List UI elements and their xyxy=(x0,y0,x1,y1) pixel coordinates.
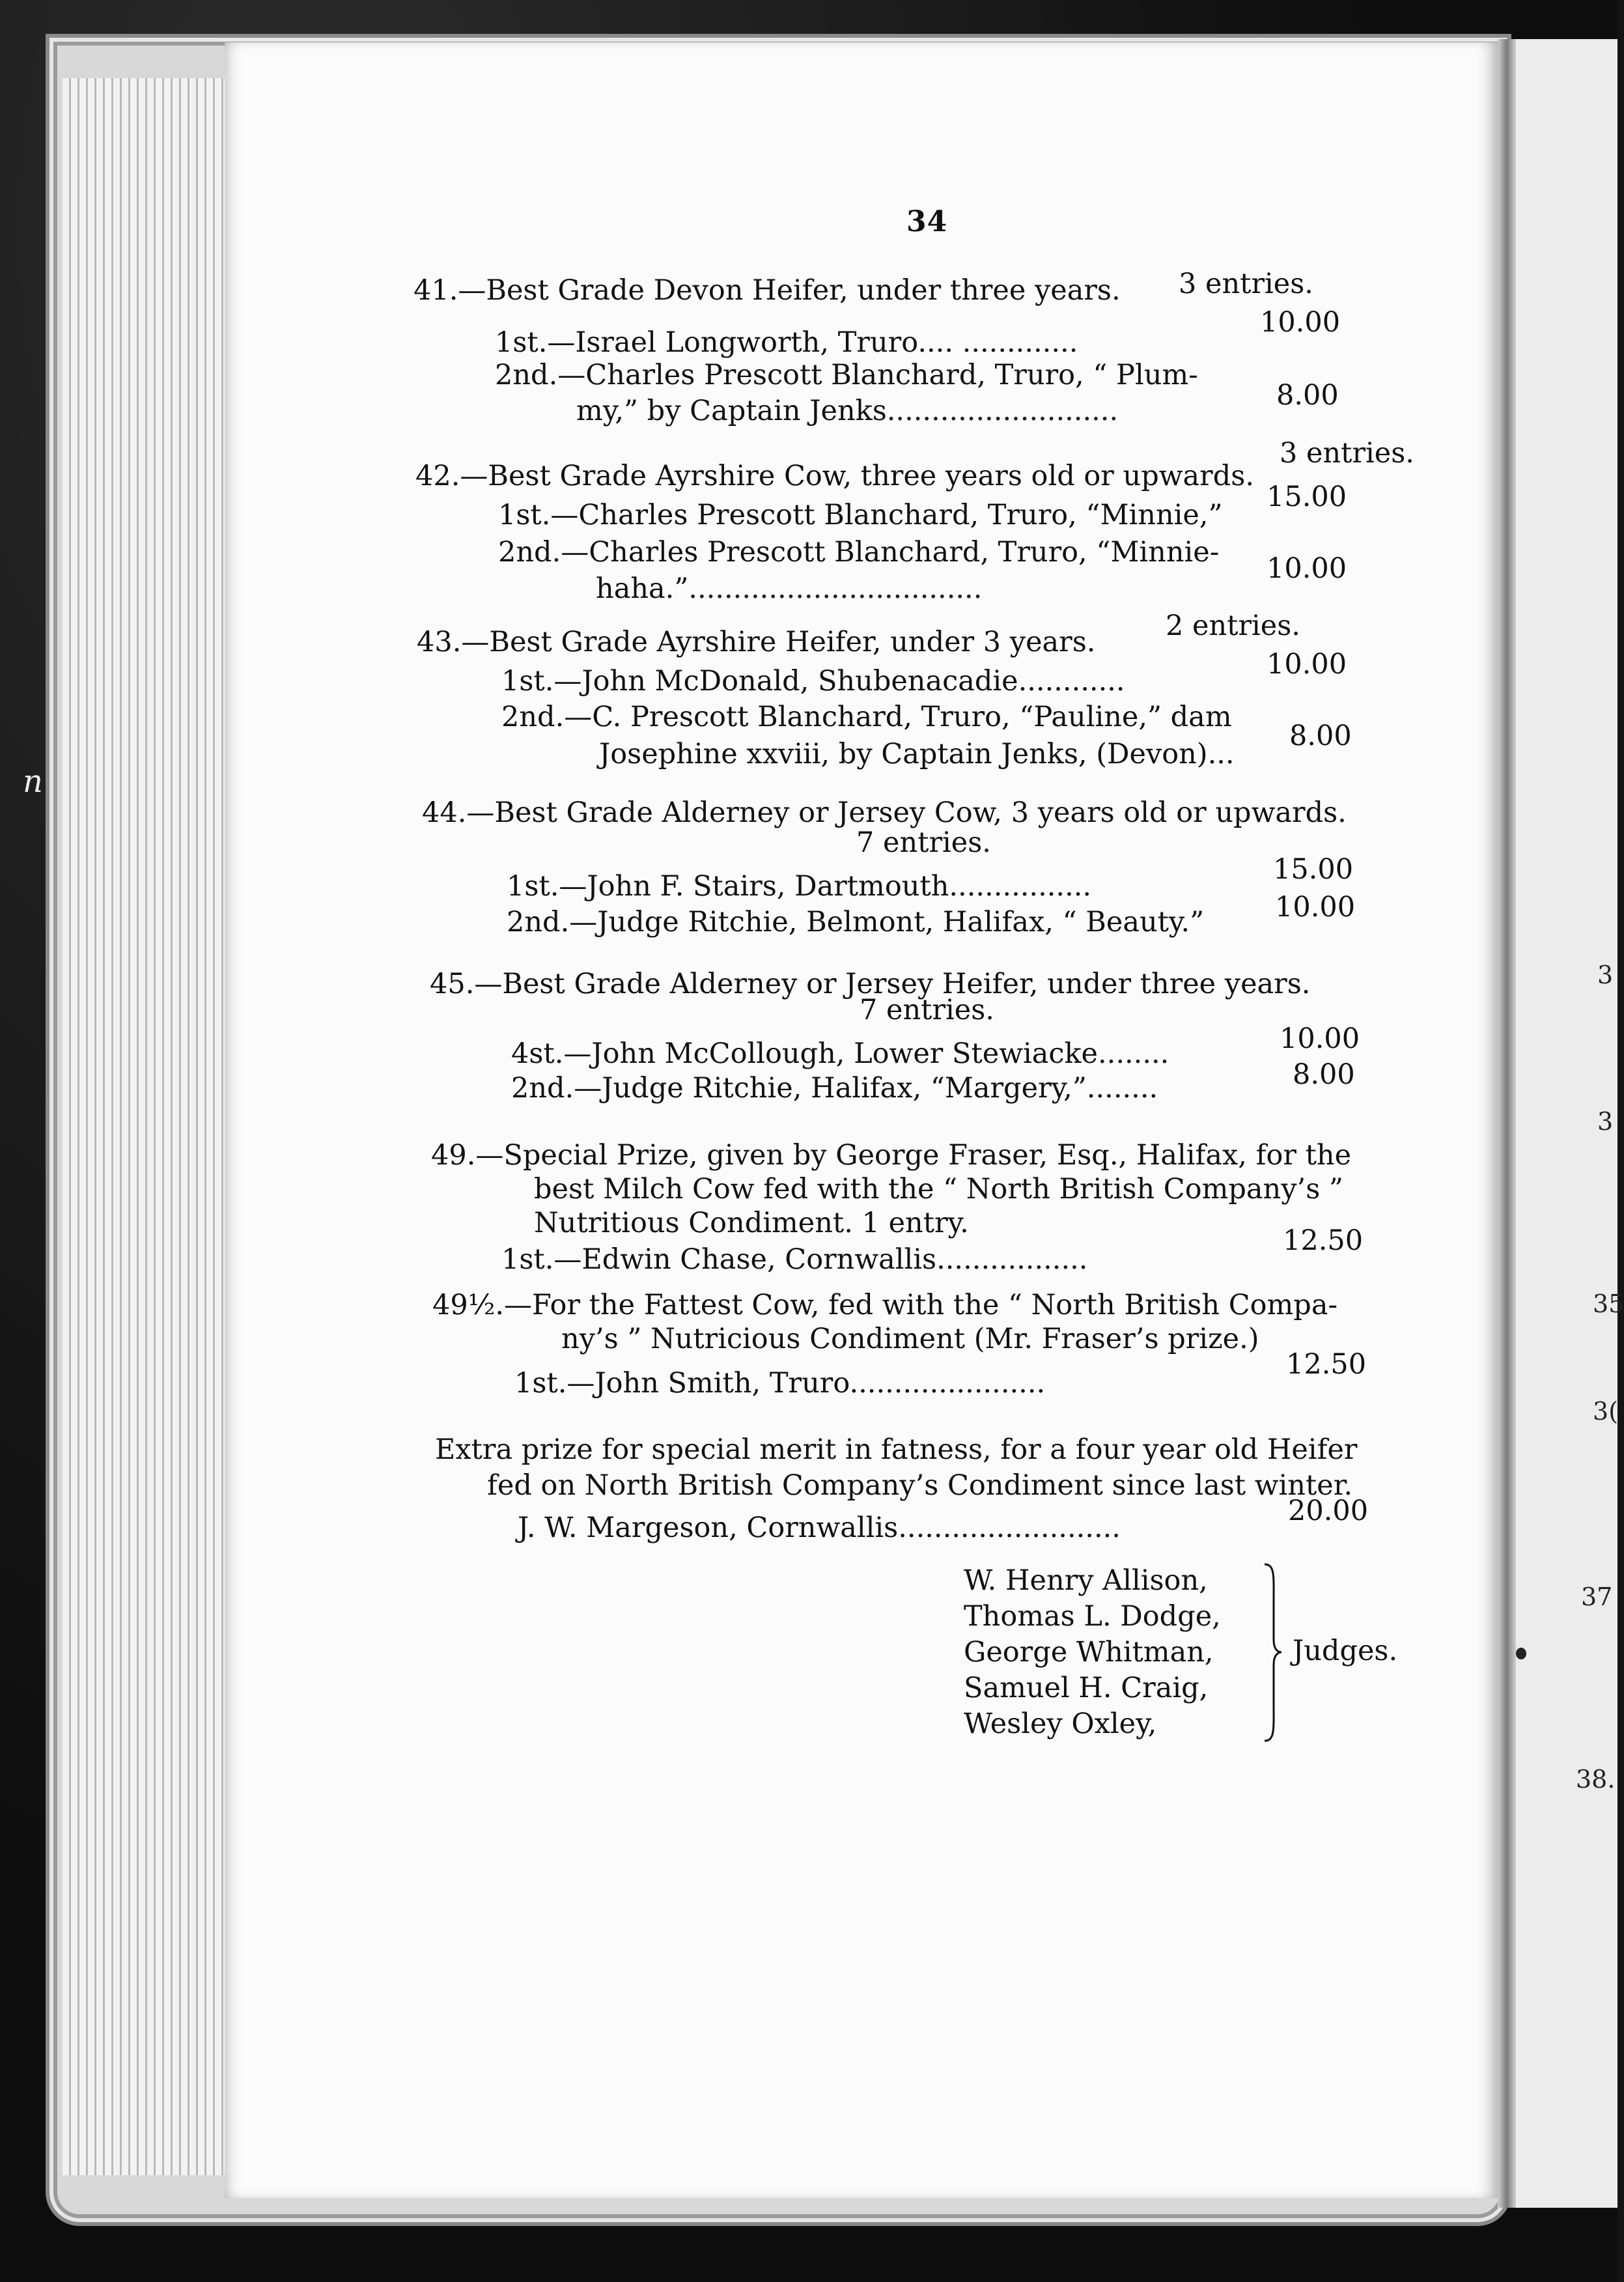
entries-count: 7 entries. xyxy=(856,826,991,859)
prize-line: 1st.—John F. Stairs, Dartmouth................ xyxy=(507,870,1092,903)
prize-amount: 15.00 xyxy=(1273,853,1354,886)
prize-line: 2nd.—Judge Ritchie, Belmont, Halifax, “ Beauty.” xyxy=(507,906,1205,938)
prize-line: 1st.—Charles Prescott Blanchard, Truro, “Minnie,” xyxy=(498,499,1223,531)
judge-name: Thomas L. Dodge, xyxy=(964,1600,1221,1633)
extra-prize-text: fed on North British Company’s Condiment since last winter. xyxy=(487,1469,1353,1502)
extra-prize-winner: J. W. Margeson, Cornwallis......................... xyxy=(518,1512,1121,1544)
curly-brace-icon xyxy=(1263,1563,1283,1742)
prize-amount: 10.00 xyxy=(1280,1022,1360,1055)
entry-heading-continued: ny’s ” Nutricious Condiment (Mr. Fraser’s prize.) xyxy=(561,1323,1259,1355)
facing-page-fragment: 3( xyxy=(1593,1397,1619,1426)
judge-name: George Whitman, xyxy=(964,1636,1214,1669)
prize-line-continued: my,” by Captain Jenks.......................... xyxy=(576,395,1119,427)
entry-heading: 49.—Special Prize, given by George Fraser, Esq., Halifax, for the xyxy=(431,1139,1352,1172)
judges-list xyxy=(964,1563,1221,1742)
prize-amount: 10.00 xyxy=(1275,891,1356,923)
judges-label: Judges. xyxy=(1293,1635,1398,1667)
prize-line: 1st.—John McDonald, Shubenacadie............ xyxy=(501,665,1125,697)
prize-line: 2nd.—Charles Prescott Blanchard, Truro, “ Plum- xyxy=(495,359,1198,391)
prize-line: 1st.—John Smith, Truro...................... xyxy=(514,1367,1046,1400)
prize-line: 4st.—John McCollough, Lower Stewiacke........ xyxy=(511,1037,1169,1070)
prize-line-continued: Josephine xxviii, by Captain Jenks, (Devon)... xyxy=(599,738,1235,770)
prize-line: 2nd.—Charles Prescott Blanchard, Truro, “Minnie- xyxy=(498,536,1220,569)
entry-heading: 41.—Best Grade Devon Heifer, under three years. xyxy=(413,274,1121,307)
prize-amount: 20.00 xyxy=(1288,1495,1369,1527)
prize-amount: 10.00 xyxy=(1267,552,1347,585)
prize-line: 1st.—Edwin Chase, Cornwallis................. xyxy=(501,1243,1088,1276)
facing-page-fragment: 3 xyxy=(1597,1107,1614,1136)
prize-amount: 15.00 xyxy=(1267,481,1347,513)
facing-page-fragment: 38. xyxy=(1576,1765,1616,1794)
prize-amount: 8.00 xyxy=(1293,1058,1355,1091)
ink-spot xyxy=(1516,1648,1526,1659)
margin-handwriting: n xyxy=(23,763,43,800)
entries-count: 3 entries. xyxy=(1280,437,1414,470)
page-fore-edge xyxy=(63,78,225,2175)
entry-heading-continued: best Milch Cow fed with the “ North British Company’s ” xyxy=(534,1173,1343,1205)
entries-count: 2 entries. xyxy=(1166,610,1300,642)
entry-heading: 43.—Best Grade Ayrshire Heifer, under 3 years. xyxy=(417,626,1096,658)
facing-page-fragment: 37 xyxy=(1581,1583,1613,1611)
prize-line: 2nd.—Judge Ritchie, Halifax, “Margery,”........ xyxy=(511,1072,1158,1105)
entries-count: 7 entries. xyxy=(860,994,994,1026)
prize-amount: 8.00 xyxy=(1276,379,1339,412)
prize-line: 2nd.—C. Prescott Blanchard, Truro, “Pauline,” dam xyxy=(501,701,1232,733)
entry-heading-continued: Nutritious Condiment. 1 entry. xyxy=(534,1207,969,1239)
judge-name: Samuel H. Craig, xyxy=(964,1672,1209,1704)
prize-amount: 10.00 xyxy=(1260,306,1341,339)
entry-heading: 42.—Best Grade Ayrshire Cow, three years old or upwards. xyxy=(415,460,1254,492)
prize-line: 1st.—Israel Longworth, Truro.... ............. xyxy=(495,326,1078,359)
entry-heading: 44.—Best Grade Alderney or Jersey Cow, 3 years old or upwards. xyxy=(422,796,1347,829)
book-gutter xyxy=(1498,39,1516,2208)
extra-prize-text: Extra prize for special merit in fatness, for a four year old Heifer xyxy=(435,1433,1358,1466)
prize-line-continued: haha.”................................. xyxy=(596,572,983,605)
entries-count: 3 entries. xyxy=(1179,268,1313,300)
prize-amount: 8.00 xyxy=(1289,720,1352,752)
prize-amount: 12.50 xyxy=(1286,1348,1367,1381)
judge-name: W. Henry Allison, xyxy=(964,1564,1208,1597)
prize-amount: 10.00 xyxy=(1267,648,1347,681)
entry-heading: 49½.—For the Fattest Cow, fed with the “ North British Compa- xyxy=(432,1289,1337,1321)
facing-page-fragment: 3 xyxy=(1597,961,1614,989)
judge-name: Wesley Oxley, xyxy=(964,1708,1157,1740)
page-number: 34 xyxy=(906,205,948,238)
facing-page-fragment: 35 xyxy=(1593,1289,1624,1318)
prize-amount: 12.50 xyxy=(1283,1224,1364,1257)
facing-page-edge xyxy=(1516,39,1624,2208)
entry-heading: 45.—Best Grade Alderney or Jersey Heifer, under three years. xyxy=(430,968,1311,1000)
